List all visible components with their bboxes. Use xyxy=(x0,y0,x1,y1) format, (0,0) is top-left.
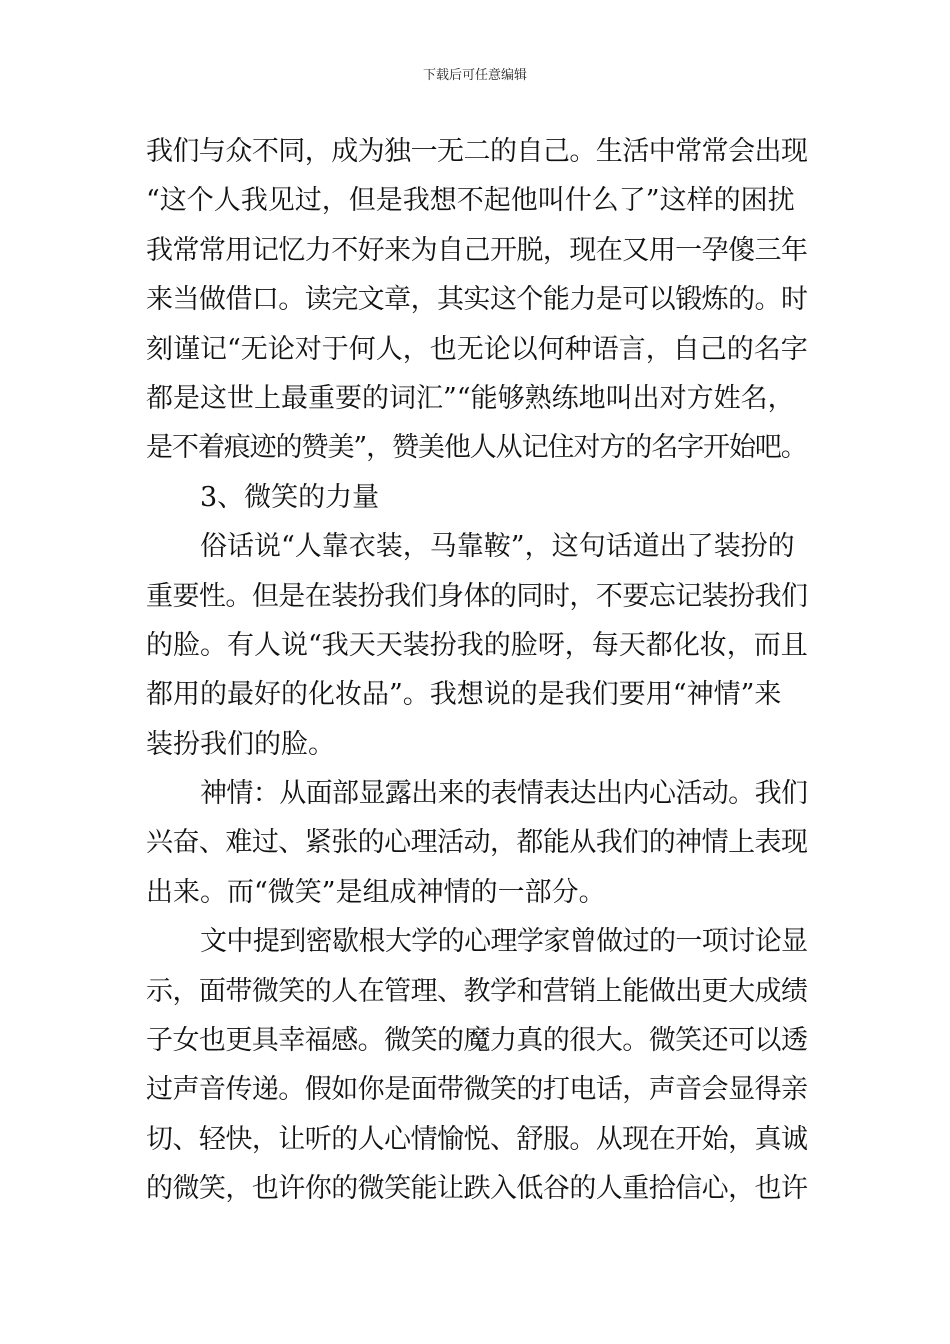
text-line: 是不着痕迹的赞美”，赞美他人从记住对方的名字开始吧。 xyxy=(146,432,807,464)
text-line: “这个人我见过，但是我想不起他叫什么了”这样的困扰 xyxy=(146,185,795,217)
text-line: 3、微笑的力量 xyxy=(200,481,380,513)
text-line: 切、轻快，让听的人心情愉悦、舒服。从现在开始，真诚 xyxy=(146,1123,808,1155)
text-line: 来当做借口。读完文章，其实这个能力是可以锻炼的。时 xyxy=(146,284,808,316)
text-line: 我常常用记忆力不好来为自己开脱，现在又用一孕傻三年 xyxy=(146,234,808,266)
text-line: 刻谨记“无论对于何人，也无论以何种语言，自己的名字 xyxy=(146,333,808,365)
body-text xyxy=(146,127,808,1214)
text-line: 的脸。有人说“我天天装扮我的脸呀，每天都化妆，而且 xyxy=(146,629,808,661)
text-line: 装扮我们的脸。 xyxy=(146,728,335,760)
text-line: 过声音传递。假如你是面带微笑的打电话，声音会显得亲 xyxy=(146,1074,808,1106)
text-line: 文中提到密歇根大学的心理学家曾做过的一项讨论显 xyxy=(200,926,808,958)
text-line: 子女也更具幸福感。微笑的魔力真的很大。微笑还可以透 xyxy=(146,1025,808,1057)
text-line: 兴奋、难过、紧张的心理活动，都能从我们的神情上表现 xyxy=(146,827,808,859)
text-line: 出来。而“微笑”是组成神情的一部分。 xyxy=(146,876,606,908)
text-line: 神情：从面部显露出来的表情表达出内心活动。我们 xyxy=(200,778,808,810)
text-line: 重要性。但是在装扮我们身体的同时，不要忘记装扮我们 xyxy=(146,580,808,612)
text-line: 示，面带微笑的人在管理、教学和营销上能做出更大成绩 xyxy=(146,975,808,1007)
page-header: 下载后可任意编辑 xyxy=(422,68,527,83)
text-line: 都是这世上最重要的词汇”“能够熟练地叫出对方姓名， xyxy=(146,382,795,414)
text-line: 都用的最好的化妆品”。我想说的是我们要用“神情”来 xyxy=(146,679,782,711)
text-line: 的微笑，也许你的微笑能让跌入低谷的人重拾信心，也许 xyxy=(146,1173,808,1205)
text-line: 我们与众不同，成为独一无二的自己。生活中常常会出现 xyxy=(146,136,808,167)
text-line: 俗话说“人靠衣装，马靠鞍”，这句话道出了装扮的 xyxy=(200,531,795,563)
